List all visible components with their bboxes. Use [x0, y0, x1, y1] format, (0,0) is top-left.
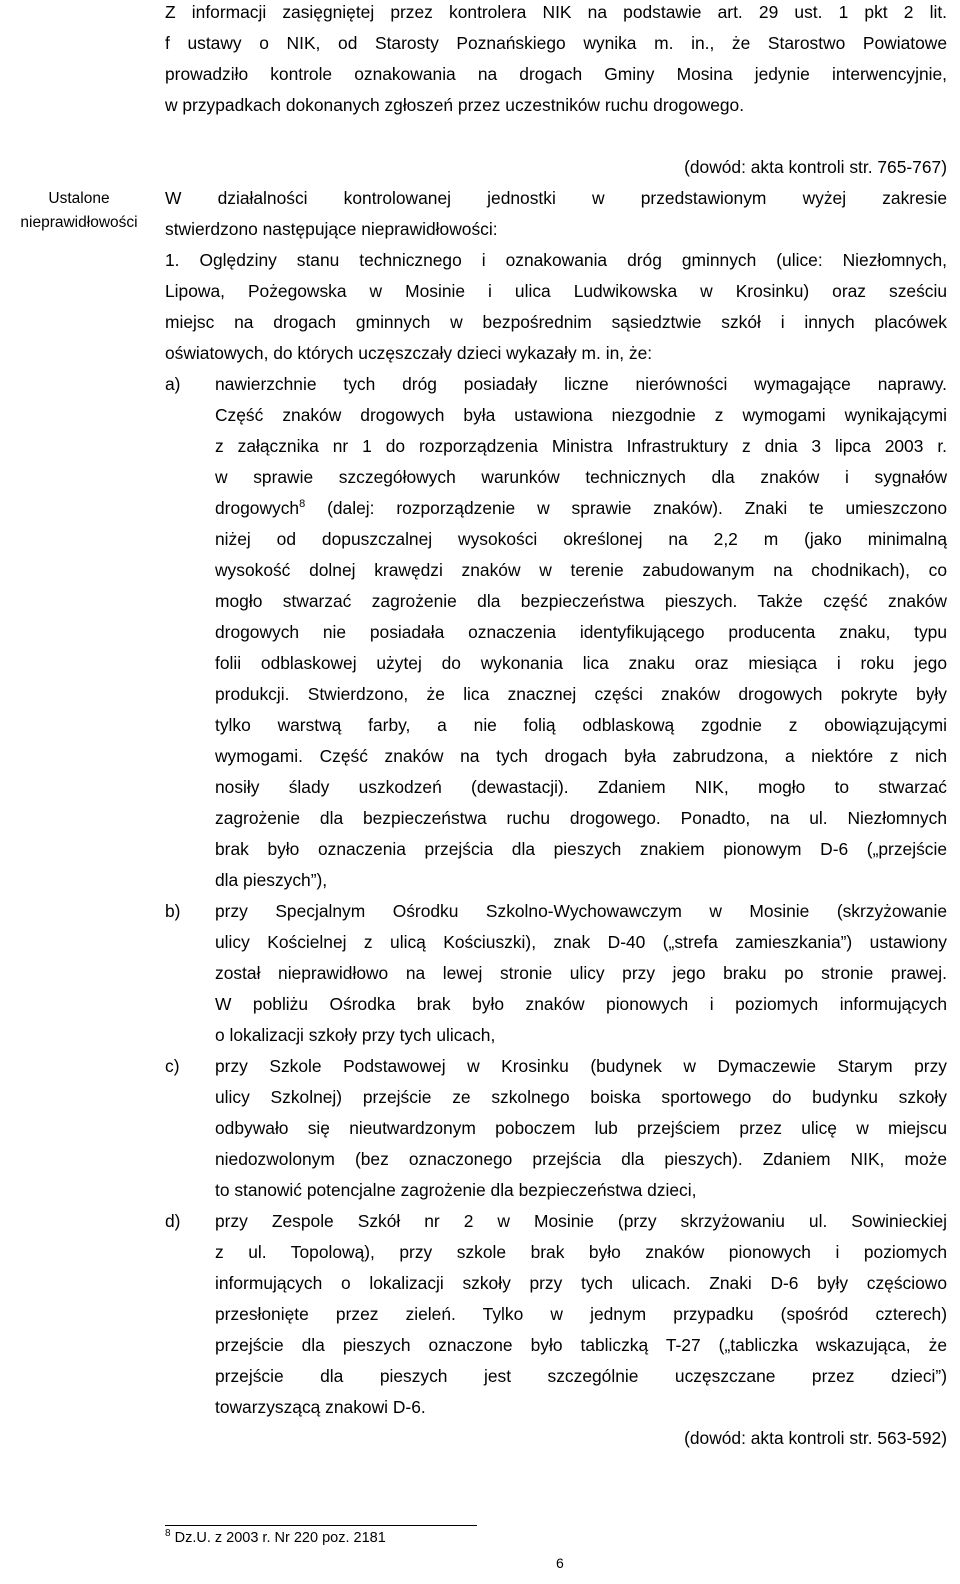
text-line: niżej od dopuszczalnej wysokości określonej na 2,2 m (jako minimalną	[215, 529, 947, 549]
text-line: brak było oznaczenia przejścia dla pieszych znakiem pionowym D-6 („przejście	[215, 839, 947, 859]
text-line: niedozwolonym (bez oznaczonego przejścia dla pieszych). Zdaniem NIK, może	[215, 1149, 947, 1169]
footnote	[165, 1528, 386, 1548]
footnote-number: 8	[165, 1528, 171, 1540]
page-number: 6	[556, 1555, 564, 1571]
text-line: wymogami. Część znaków na tych drogach była zabrudzona, a niektóre z nich	[215, 746, 947, 766]
evidence-reference: (dowód: akta kontroli str. 765-767)	[684, 157, 947, 177]
text-line: nosiły ślady uszkodzeń (dewastacji). Zdaniem NIK, mogło to stwarzać	[215, 777, 947, 797]
text-fragment: drogowych	[215, 498, 300, 518]
list-item-body	[215, 1051, 947, 1206]
text-line: Z informacji zasięgniętej przez kontrolera NIK na podstawie art. 29 ust. 1 pkt 2 lit.	[165, 2, 947, 22]
list-item-letter: b)	[165, 901, 181, 921]
text-line: folii odblaskowej użytej do wykonania lica znaku oraz miesiąca i roku jego	[215, 653, 947, 673]
text-line: produkcji. Stwierdzono, że lica znacznej części znaków drogowych pokryte były	[215, 684, 947, 704]
text-line: W pobliżu Ośrodka brak było znaków pionowych i poziomych informujących	[215, 994, 947, 1014]
list-item-letter: a)	[165, 374, 181, 394]
footnote-reference[interactable]: 8	[299, 498, 306, 511]
text-line: tylko warstwą farby, a nie folią odblaskową zgodnie z obowiązującymi	[215, 715, 947, 735]
text-line: ulicy Kościelnej z ulicą Kościuszki), znak D-40 („strefa zamieszkania”) ustawiony	[215, 932, 947, 952]
text-line: w sprawie szczegółowych warunków technicznych dla znaków i sygnałów	[215, 467, 947, 487]
text-line: przesłonięte przez zieleń. Tylko w jednym przypadku (spośród czterech)	[215, 1304, 947, 1324]
text-line: wysokość dolnej krawędzi znaków w terenie zabudowanym na chodnikach), co	[215, 560, 947, 580]
text-line: f ustawy o NIK, od Starosty Poznańskiego wynika m. in., że Starostwo Powiatowe	[165, 33, 947, 53]
sidebar-label-line1: Ustalone	[48, 190, 110, 207]
text-line: to stanowić potencjalne zagrożenie dla bezpieczeństwa dzieci,	[215, 1180, 697, 1200]
text-line: prowadziło kontrole oznakowania na drogach Gminy Mosina jedynie interwencyjnie,	[165, 64, 947, 84]
findings-intro	[165, 183, 947, 245]
list-item-body	[215, 1206, 947, 1423]
text-line: przy Szkole Podstawowej w Krosinku (budynek w Dymaczewie Starym przy	[215, 1056, 947, 1076]
text-line: miejsc na drogach gminnych w bezpośrednim sąsiedztwie szkół i innych placówek	[165, 312, 947, 332]
text-fragment: (dalej: rozporządzenie w sprawie znaków). Znaki te umieszczono	[305, 498, 947, 518]
text-line: o lokalizacji szkoły przy tych ulicach,	[215, 1025, 496, 1045]
intro-paragraph	[165, 0, 947, 121]
list-item-letter: d)	[165, 1211, 181, 1231]
text-line: zagrożenie dla bezpieczeństwa ruchu drogowego. Ponadto, na ul. Niezłomnych	[215, 808, 947, 828]
text-line: drogowych nie posiadała oznaczenia identyfikującego producenta znaku, typu	[215, 622, 947, 642]
list-item-body	[215, 369, 947, 896]
text-line: ulicy Szkolnej) przejście ze szkolnego boiska sportowego do budynku szkoły	[215, 1087, 947, 1107]
text-line: przejście dla pieszych jest szczególnie uczęszczane przez dzieci”)	[215, 1366, 947, 1386]
evidence-reference: (dowód: akta kontroli str. 563-592)	[684, 1428, 947, 1448]
text-line: Lipowa, Pożegowska w Mosinie i ulica Ludwikowska w Krosinku) oraz sześciu	[165, 281, 947, 301]
text-line: został nieprawidłowo na lewej stronie ulicy przy jego braku po stronie prawej.	[215, 963, 947, 983]
point-1	[165, 245, 947, 369]
text-line: przy Specjalnym Ośrodku Szkolno-Wychowawczym w Mosinie (skrzyżowanie	[215, 901, 947, 921]
text-line: dla pieszych”),	[215, 870, 328, 890]
footnote-separator	[165, 1525, 477, 1526]
sidebar-label	[0, 187, 158, 235]
text-line: przy Zespole Szkół nr 2 w Mosinie (przy skrzyżowaniu ul. Sowinieckiej	[215, 1211, 947, 1231]
text-line: oświatowych, do których uczęszczały dzieci wykazały m. in, że:	[165, 343, 653, 363]
text-line: mogło stwarzać zagrożenie dla bezpieczeństwa pieszych. Także część znaków	[215, 591, 947, 611]
text-line-with-footnote	[215, 493, 947, 524]
text-line: z załącznika nr 1 do rozporządzenia Ministra Infrastruktury z dnia 3 lipca 2003 r.	[215, 436, 947, 456]
text-line: w przypadkach dokonanych zgłoszeń przez uczestników ruchu drogowego.	[165, 95, 745, 115]
text-line: nawierzchnie tych dróg posiadały liczne nierówności wymagające naprawy.	[215, 374, 947, 394]
text-line: informujących o lokalizacji szkoły przy tych ulicach. Znaki D-6 były częściowo	[215, 1273, 947, 1293]
list-item-body	[215, 896, 947, 1051]
text-line: stwierdzono następujące nieprawidłowości:	[165, 219, 498, 239]
sidebar-label-line2: nieprawidłowości	[20, 214, 138, 231]
list-item-letter: c)	[165, 1056, 180, 1076]
text-line: przejście dla pieszych oznaczone było tabliczką T-27 („tabliczka wskazująca, że	[215, 1335, 947, 1355]
text-line: z ul. Topolową), przy szkole brak było znaków pionowych i poziomych	[215, 1242, 947, 1262]
text-line: Część znaków drogowych była ustawiona niezgodnie z wymogami wynikającymi	[215, 405, 947, 425]
footnote-text: Dz.U. z 2003 r. Nr 220 poz. 2181	[170, 1530, 386, 1546]
text-line: towarzyszącą znakowi D-6.	[215, 1397, 426, 1417]
text-line: W działalności kontrolowanej jednostki w przedstawionym wyżej zakresie	[165, 188, 947, 208]
text-line: 1. Oględziny stanu technicznego i oznakowania dróg gminnych (ulice: Niezłomnych,	[165, 250, 947, 270]
text-line: odbywało się nieutwardzonym poboczem lub przejściem przez ulicę w miejscu	[215, 1118, 947, 1138]
